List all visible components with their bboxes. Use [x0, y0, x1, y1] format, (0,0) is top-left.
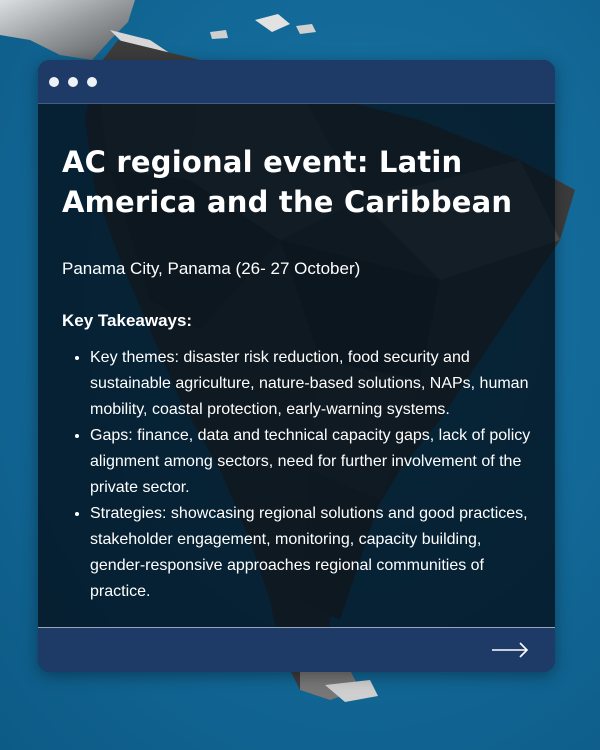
window-control-dot[interactable] — [87, 77, 97, 87]
event-card-window — [38, 60, 555, 672]
list-item: • Key themes: disaster risk reduction, food security and sustainable agriculture, nature-based solutions, NAPs, human mobility, coastal protection, early-warning systems. — [90, 345, 533, 423]
window-control-dot[interactable] — [49, 77, 59, 87]
arrow-right-icon[interactable] — [491, 641, 529, 659]
card-footer — [38, 627, 555, 672]
key-takeaways-heading: Key Takeaways: — [62, 311, 193, 330]
list-item: • Strategies: showcasing regional solutions and good practices, stakeholder engagement, monitoring, capacity building, gender-responsive approaches regional communities of practice. — [90, 501, 533, 605]
window-titlebar — [38, 60, 555, 104]
card-content — [38, 142, 555, 605]
takeaways-list — [62, 345, 533, 605]
list-item: • Gaps: finance, data and technical capacity gaps, lack of policy alignment among sectors, need for further involvement of the private sector. — [90, 423, 533, 501]
window-control-dot[interactable] — [68, 77, 78, 87]
event-title: AC regional event: Latin America and the Caribbean — [62, 145, 513, 219]
event-location: Panama City, Panama (26- 27 October) — [62, 259, 361, 278]
